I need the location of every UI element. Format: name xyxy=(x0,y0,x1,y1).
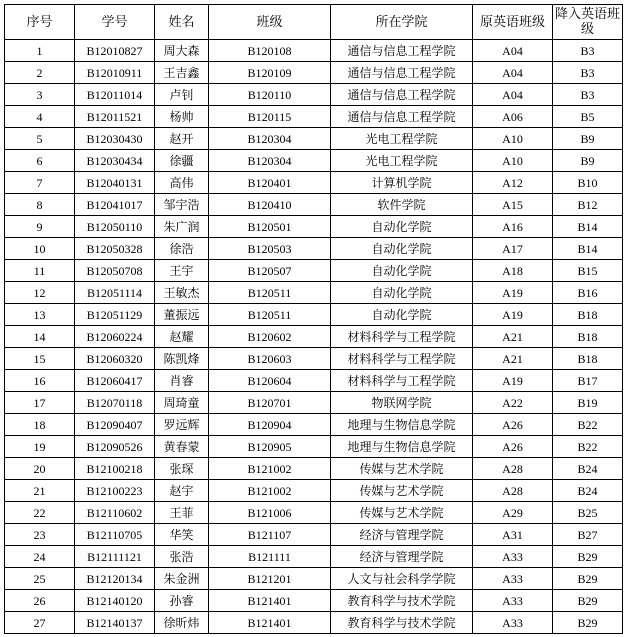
cell-college: 通信与信息工程学院 xyxy=(331,62,473,84)
cell-name: 周大森 xyxy=(155,40,209,62)
cell-original-class: A06 xyxy=(473,106,553,128)
cell-original-class: A16 xyxy=(473,216,553,238)
header-name: 姓名 xyxy=(155,5,209,40)
cell-student-id: B12100223 xyxy=(75,480,155,502)
cell-no: 2 xyxy=(5,62,75,84)
cell-class: B120602 xyxy=(209,326,331,348)
cell-new-class: B3 xyxy=(553,40,623,62)
cell-name: 王吉鑫 xyxy=(155,62,209,84)
cell-college: 材料科学与工程学院 xyxy=(331,348,473,370)
cell-original-class: A19 xyxy=(473,304,553,326)
cell-original-class: A18 xyxy=(473,260,553,282)
table-row xyxy=(5,414,623,436)
cell-original-class: A21 xyxy=(473,348,553,370)
cell-no: 26 xyxy=(5,590,75,612)
cell-college: 光电工程学院 xyxy=(331,128,473,150)
cell-student-id: B12140137 xyxy=(75,612,155,634)
cell-name: 徐昕炜 xyxy=(155,612,209,634)
cell-new-class: B18 xyxy=(553,348,623,370)
cell-student-id: B12050328 xyxy=(75,238,155,260)
table-row xyxy=(5,348,623,370)
cell-student-id: B12070118 xyxy=(75,392,155,414)
cell-class: B120304 xyxy=(209,150,331,172)
cell-name: 王敏杰 xyxy=(155,282,209,304)
table-row xyxy=(5,216,623,238)
header-original-class: 原英语班级 xyxy=(473,5,553,40)
cell-class: B120304 xyxy=(209,128,331,150)
cell-new-class: B27 xyxy=(553,524,623,546)
cell-new-class: B3 xyxy=(553,62,623,84)
table-row xyxy=(5,568,623,590)
table-row xyxy=(5,150,623,172)
cell-original-class: A33 xyxy=(473,568,553,590)
table-header xyxy=(5,5,623,40)
cell-no: 15 xyxy=(5,348,75,370)
cell-name: 徐疆 xyxy=(155,150,209,172)
cell-student-id: B12040131 xyxy=(75,172,155,194)
cell-class: B121401 xyxy=(209,590,331,612)
cell-class: B121107 xyxy=(209,524,331,546)
cell-class: B121401 xyxy=(209,612,331,634)
cell-no: 12 xyxy=(5,282,75,304)
table-row xyxy=(5,590,623,612)
cell-original-class: A28 xyxy=(473,480,553,502)
cell-college: 传媒与艺术学院 xyxy=(331,480,473,502)
cell-student-id: B12011014 xyxy=(75,84,155,106)
table-row xyxy=(5,436,623,458)
cell-name: 黄春蒙 xyxy=(155,436,209,458)
cell-original-class: A04 xyxy=(473,84,553,106)
table-row xyxy=(5,194,623,216)
table-row xyxy=(5,40,623,62)
cell-class: B120110 xyxy=(209,84,331,106)
cell-no: 13 xyxy=(5,304,75,326)
cell-new-class: B15 xyxy=(553,260,623,282)
cell-student-id: B12090526 xyxy=(75,436,155,458)
cell-student-id: B12060224 xyxy=(75,326,155,348)
cell-new-class: B10 xyxy=(553,172,623,194)
cell-original-class: A22 xyxy=(473,392,553,414)
cell-student-id: B12050110 xyxy=(75,216,155,238)
cell-class: B120701 xyxy=(209,392,331,414)
cell-college: 自动化学院 xyxy=(331,304,473,326)
cell-no: 4 xyxy=(5,106,75,128)
cell-original-class: A33 xyxy=(473,612,553,634)
cell-no: 11 xyxy=(5,260,75,282)
cell-class: B120511 xyxy=(209,304,331,326)
cell-new-class: B22 xyxy=(553,414,623,436)
header-new-class: 降入英语班级 xyxy=(553,5,623,40)
cell-class: B121002 xyxy=(209,480,331,502)
cell-college: 传媒与艺术学院 xyxy=(331,502,473,524)
cell-name: 朱广润 xyxy=(155,216,209,238)
cell-student-id: B12051114 xyxy=(75,282,155,304)
cell-college: 自动化学院 xyxy=(331,260,473,282)
table-row xyxy=(5,128,623,150)
cell-original-class: A29 xyxy=(473,502,553,524)
cell-new-class: B19 xyxy=(553,392,623,414)
cell-original-class: A26 xyxy=(473,436,553,458)
cell-original-class: A10 xyxy=(473,150,553,172)
cell-original-class: A17 xyxy=(473,238,553,260)
cell-student-id: B12041017 xyxy=(75,194,155,216)
cell-new-class: B24 xyxy=(553,480,623,502)
cell-class: B120109 xyxy=(209,62,331,84)
cell-college: 教育科学与技术学院 xyxy=(331,590,473,612)
cell-no: 17 xyxy=(5,392,75,414)
cell-no: 8 xyxy=(5,194,75,216)
cell-new-class: B22 xyxy=(553,436,623,458)
cell-original-class: A04 xyxy=(473,40,553,62)
cell-name: 赵开 xyxy=(155,128,209,150)
cell-no: 5 xyxy=(5,128,75,150)
cell-class: B120604 xyxy=(209,370,331,392)
cell-new-class: B9 xyxy=(553,128,623,150)
cell-new-class: B24 xyxy=(553,458,623,480)
cell-student-id: B12051129 xyxy=(75,304,155,326)
cell-class: B120108 xyxy=(209,40,331,62)
cell-no: 14 xyxy=(5,326,75,348)
cell-college: 材料科学与工程学院 xyxy=(331,326,473,348)
cell-college: 自动化学院 xyxy=(331,216,473,238)
cell-name: 邹宇浩 xyxy=(155,194,209,216)
cell-no: 20 xyxy=(5,458,75,480)
table-row xyxy=(5,370,623,392)
cell-new-class: B29 xyxy=(553,612,623,634)
cell-new-class: B5 xyxy=(553,106,623,128)
cell-original-class: A19 xyxy=(473,370,553,392)
cell-college: 计算机学院 xyxy=(331,172,473,194)
cell-class: B121201 xyxy=(209,568,331,590)
cell-student-id: B12030430 xyxy=(75,128,155,150)
cell-new-class: B18 xyxy=(553,326,623,348)
cell-student-id: B12120134 xyxy=(75,568,155,590)
cell-class: B120501 xyxy=(209,216,331,238)
cell-student-id: B12110602 xyxy=(75,502,155,524)
cell-college: 通信与信息工程学院 xyxy=(331,40,473,62)
cell-new-class: B29 xyxy=(553,590,623,612)
cell-no: 3 xyxy=(5,84,75,106)
cell-no: 16 xyxy=(5,370,75,392)
cell-name: 高伟 xyxy=(155,172,209,194)
table-row xyxy=(5,260,623,282)
cell-no: 9 xyxy=(5,216,75,238)
cell-college: 经济与管理学院 xyxy=(331,524,473,546)
table-row xyxy=(5,62,623,84)
cell-no: 25 xyxy=(5,568,75,590)
cell-college: 教育科学与技术学院 xyxy=(331,612,473,634)
cell-college: 地理与生物信息学院 xyxy=(331,414,473,436)
cell-original-class: A26 xyxy=(473,414,553,436)
cell-no: 6 xyxy=(5,150,75,172)
cell-student-id: B12140120 xyxy=(75,590,155,612)
cell-new-class: B12 xyxy=(553,194,623,216)
table-row xyxy=(5,238,623,260)
cell-class: B120115 xyxy=(209,106,331,128)
cell-name: 肖睿 xyxy=(155,370,209,392)
cell-new-class: B16 xyxy=(553,282,623,304)
cell-college: 软件学院 xyxy=(331,194,473,216)
cell-original-class: A19 xyxy=(473,282,553,304)
table-row xyxy=(5,392,623,414)
cell-new-class: B14 xyxy=(553,216,623,238)
cell-class: B120603 xyxy=(209,348,331,370)
cell-student-id: B12060417 xyxy=(75,370,155,392)
cell-original-class: A33 xyxy=(473,590,553,612)
cell-no: 27 xyxy=(5,612,75,634)
cell-new-class: B9 xyxy=(553,150,623,172)
table-row xyxy=(5,480,623,502)
cell-original-class: A33 xyxy=(473,546,553,568)
header-row xyxy=(5,5,623,40)
cell-original-class: A28 xyxy=(473,458,553,480)
table-row xyxy=(5,106,623,128)
header-no: 序号 xyxy=(5,5,75,40)
table-row xyxy=(5,524,623,546)
cell-college: 通信与信息工程学院 xyxy=(331,84,473,106)
cell-student-id: B12111121 xyxy=(75,546,155,568)
cell-class: B120507 xyxy=(209,260,331,282)
cell-name: 王宇 xyxy=(155,260,209,282)
table-row xyxy=(5,502,623,524)
cell-no: 24 xyxy=(5,546,75,568)
table-row xyxy=(5,304,623,326)
cell-college: 自动化学院 xyxy=(331,282,473,304)
cell-new-class: B29 xyxy=(553,546,623,568)
cell-name: 张浩 xyxy=(155,546,209,568)
cell-no: 7 xyxy=(5,172,75,194)
cell-name: 赵宇 xyxy=(155,480,209,502)
cell-new-class: B3 xyxy=(553,84,623,106)
cell-student-id: B12010827 xyxy=(75,40,155,62)
cell-no: 10 xyxy=(5,238,75,260)
cell-class: B120410 xyxy=(209,194,331,216)
cell-class: B121006 xyxy=(209,502,331,524)
table-row xyxy=(5,282,623,304)
table-row xyxy=(5,546,623,568)
cell-class: B120904 xyxy=(209,414,331,436)
cell-class: B120905 xyxy=(209,436,331,458)
cell-name: 华笑 xyxy=(155,524,209,546)
header-student-id: 学号 xyxy=(75,5,155,40)
cell-college: 材料科学与工程学院 xyxy=(331,370,473,392)
cell-college: 光电工程学院 xyxy=(331,150,473,172)
cell-student-id: B12050708 xyxy=(75,260,155,282)
cell-original-class: A21 xyxy=(473,326,553,348)
cell-original-class: A12 xyxy=(473,172,553,194)
cell-name: 陈凯烽 xyxy=(155,348,209,370)
cell-class: B120401 xyxy=(209,172,331,194)
cell-student-id: B12060320 xyxy=(75,348,155,370)
cell-college: 人文与社会科学学院 xyxy=(331,568,473,590)
cell-college: 传媒与艺术学院 xyxy=(331,458,473,480)
cell-no: 19 xyxy=(5,436,75,458)
cell-name: 徐浩 xyxy=(155,238,209,260)
cell-new-class: B29 xyxy=(553,568,623,590)
cell-student-id: B12011521 xyxy=(75,106,155,128)
cell-no: 18 xyxy=(5,414,75,436)
cell-original-class: A04 xyxy=(473,62,553,84)
cell-no: 21 xyxy=(5,480,75,502)
cell-name: 朱金洲 xyxy=(155,568,209,590)
header-class: 班级 xyxy=(209,5,331,40)
cell-name: 孙睿 xyxy=(155,590,209,612)
cell-class: B121111 xyxy=(209,546,331,568)
student-table xyxy=(4,4,623,634)
cell-college: 通信与信息工程学院 xyxy=(331,106,473,128)
cell-name: 董振远 xyxy=(155,304,209,326)
cell-college: 经济与管理学院 xyxy=(331,546,473,568)
cell-student-id: B12010911 xyxy=(75,62,155,84)
table-row xyxy=(5,326,623,348)
cell-original-class: A31 xyxy=(473,524,553,546)
cell-college: 自动化学院 xyxy=(331,238,473,260)
cell-class: B121002 xyxy=(209,458,331,480)
cell-original-class: A15 xyxy=(473,194,553,216)
cell-college: 地理与生物信息学院 xyxy=(331,436,473,458)
cell-class: B120503 xyxy=(209,238,331,260)
cell-no: 22 xyxy=(5,502,75,524)
cell-name: 罗远辉 xyxy=(155,414,209,436)
cell-no: 1 xyxy=(5,40,75,62)
cell-student-id: B12100218 xyxy=(75,458,155,480)
cell-student-id: B12030434 xyxy=(75,150,155,172)
cell-new-class: B18 xyxy=(553,304,623,326)
cell-new-class: B25 xyxy=(553,502,623,524)
cell-name: 张琛 xyxy=(155,458,209,480)
table-row xyxy=(5,84,623,106)
table-row xyxy=(5,172,623,194)
cell-new-class: B14 xyxy=(553,238,623,260)
cell-name: 周琦童 xyxy=(155,392,209,414)
header-college: 所在学院 xyxy=(331,5,473,40)
cell-name: 卢钊 xyxy=(155,84,209,106)
cell-original-class: A10 xyxy=(473,128,553,150)
table-row xyxy=(5,458,623,480)
cell-class: B120511 xyxy=(209,282,331,304)
table-row xyxy=(5,612,623,634)
cell-no: 23 xyxy=(5,524,75,546)
cell-student-id: B12110705 xyxy=(75,524,155,546)
cell-name: 王菲 xyxy=(155,502,209,524)
cell-new-class: B17 xyxy=(553,370,623,392)
cell-name: 杨帅 xyxy=(155,106,209,128)
cell-college: 物联网学院 xyxy=(331,392,473,414)
cell-student-id: B12090407 xyxy=(75,414,155,436)
cell-name: 赵耀 xyxy=(155,326,209,348)
table-body xyxy=(5,40,623,634)
